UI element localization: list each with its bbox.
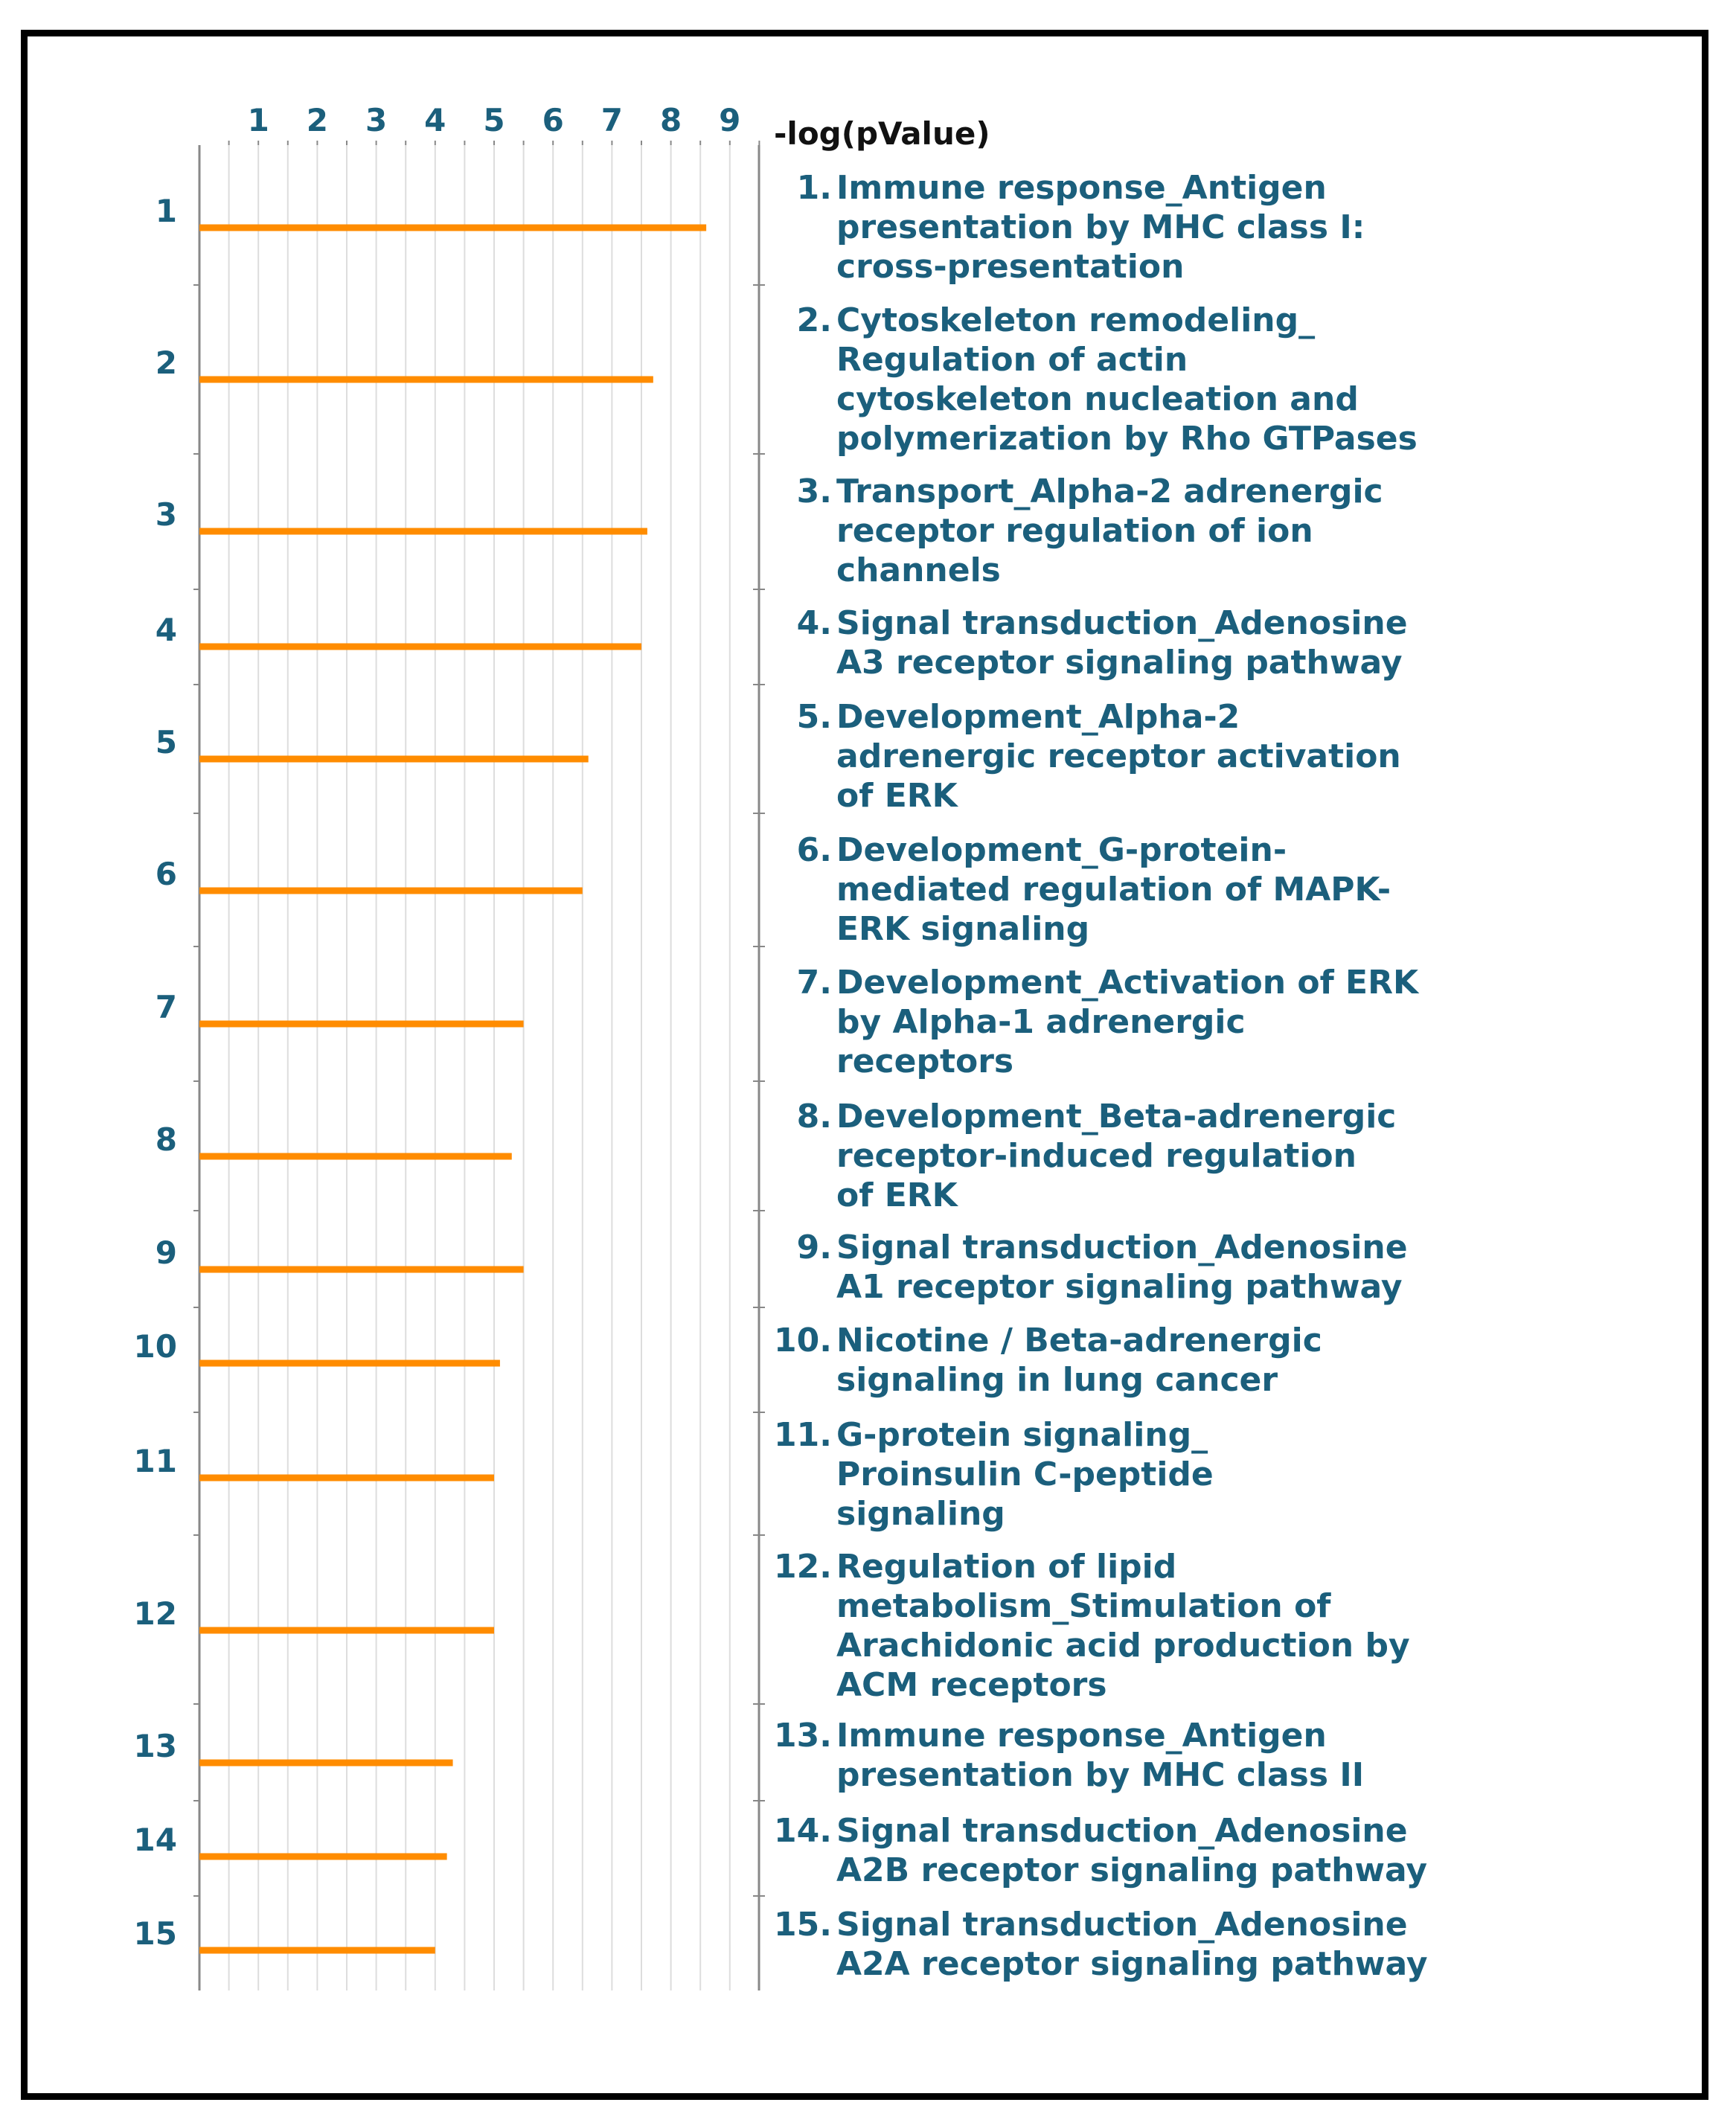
x-tick-label: 7 [600,102,624,138]
row-label: 3 [155,496,177,533]
pathway-number: 15. [774,1906,832,1944]
pathway-item [760,1716,1505,1795]
pathway-name: Signal transduction_Adenosine A1 receptor signaling pathway [836,1229,1408,1306]
pathway-number: 12. [774,1548,832,1586]
pathway-item [760,1228,1505,1307]
row-label: 12 [133,1595,177,1632]
pathway-item [760,1097,1505,1215]
pathway-item [760,1547,1505,1705]
pathway-item [760,697,1505,816]
pathway-item [760,472,1505,590]
pathway-number: 1. [796,169,832,207]
pathway-number: 5. [796,698,832,736]
x-tick-label: 9 [719,102,741,138]
row-label: 13 [133,1728,177,1764]
pathway-number: 8. [796,1098,832,1136]
x-tick-label: 3 [365,102,388,138]
pathway-number: 4. [796,604,832,642]
pathway-name: Nicotine / Beta-adrenergic signaling in lung cancer [836,1322,1322,1399]
pathway-name: Immune response_Antigen presentation by MHC class I: cross-presentation [836,169,1365,286]
pathway-number: 2. [796,301,832,339]
row-label: 9 [155,1234,177,1271]
pathway-number: 14. [774,1812,832,1850]
pathway-number: 3. [796,473,832,510]
pathway-number: 13. [774,1717,832,1755]
pathway-number: 9. [796,1229,832,1266]
x-tick-labels [248,102,741,138]
row-label: 15 [133,1915,177,1952]
pathway-name: G-protein signaling_ Proinsulin C-peptide signaling [836,1416,1214,1533]
bars [199,228,706,1950]
row-label: 14 [133,1822,177,1858]
pathway-item [760,1905,1505,1984]
pathway-name: Development_Alpha-2 adrenergic receptor activation of ERK [836,698,1401,815]
pathway-name: Signal transduction_Adenosine A3 receptor signaling pathway [836,604,1408,682]
pathway-item [760,1811,1505,1890]
pathway-item [760,1321,1505,1400]
x-tick-label: 6 [542,102,564,138]
x-tick-label: 1 [247,102,269,138]
pathway-item [760,301,1505,458]
row-label: 10 [133,1328,177,1365]
pathway-item [760,603,1505,682]
row-label: 4 [155,612,177,648]
x-tick-label: 2 [306,102,329,138]
pathway-name: Regulation of lipid metabolism_Stimulation of Arachidonic acid production by ACM receptors [836,1548,1410,1704]
pathway-item [760,830,1505,949]
pathway-item [760,168,1505,286]
pathway-name: Development_G-protein- mediated regulation of MAPK- ERK signaling [836,831,1391,948]
pathway-name: Development_Activation of ERK by Alpha-1 adrenergic receptors [836,964,1419,1080]
x-tick-label: 5 [483,102,505,138]
row-label: 8 [155,1121,177,1158]
pathway-name: Signal transduction_Adenosine A2A receptor signaling pathway [836,1906,1428,1983]
x-axis-label: -log(pValue) [774,115,990,152]
pathway-name: Signal transduction_Adenosine A2B receptor signaling pathway [836,1812,1428,1889]
pathway-number: 10. [774,1322,832,1359]
pathway-number: 11. [774,1416,832,1454]
grid-lines [229,145,760,1990]
row-label: 5 [155,724,177,760]
pathway-name: Immune response_Antigen presentation by MHC class II [836,1717,1365,1794]
x-tick-label: 8 [659,102,682,138]
axes [193,141,765,1990]
pathway-name: Cytoskeleton remodeling_ Regulation of actin cytoskeleton nucleation and polymerization by Rho GTPases [836,301,1418,458]
row-label: 11 [133,1443,177,1479]
row-label: 2 [155,345,177,381]
pathway-item [760,1415,1505,1534]
pathway-name: Transport_Alpha-2 adrenergic receptor regulation of ion channels [836,473,1383,589]
pathway-name: Development_Beta-adrenergic receptor-induced regulation of ERK [836,1098,1397,1214]
pathway-number: 7. [796,964,832,1002]
row-label: 1 [155,193,177,229]
row-label: 7 [155,989,177,1025]
row-label: 6 [155,856,177,892]
pathway-item [760,963,1505,1081]
x-tick-label: 4 [424,102,446,138]
pathway-number: 6. [796,831,832,869]
row-labels [134,193,177,1952]
